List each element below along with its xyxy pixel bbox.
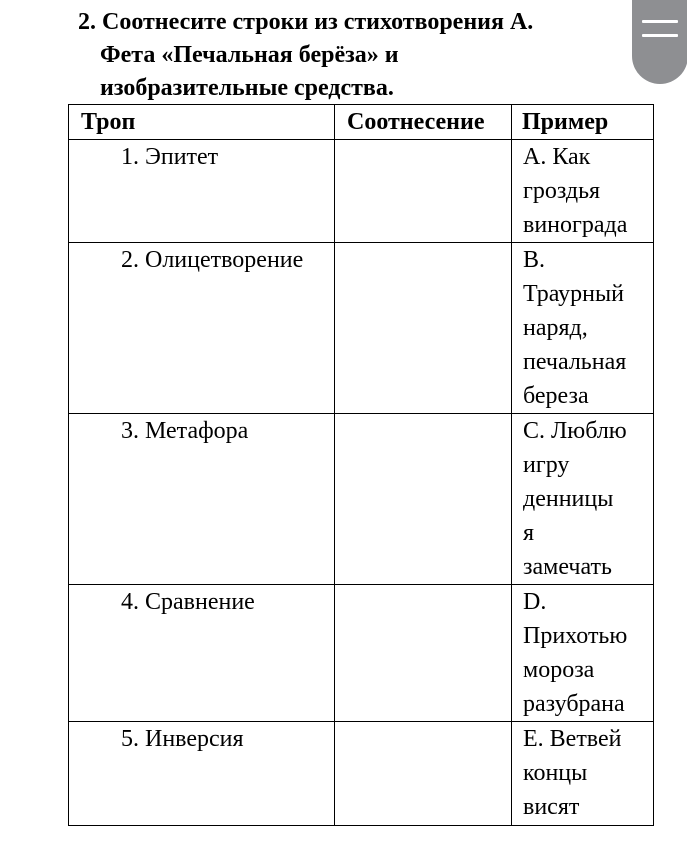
- example-cell: [512, 243, 654, 414]
- example-line: береза: [523, 383, 589, 409]
- hamburger-menu-icon: [642, 20, 678, 23]
- example-line: D.: [523, 589, 547, 615]
- table-header-row: [69, 105, 654, 140]
- task-heading-line: 2. Соотнесите строки из стихотворения А.: [78, 9, 534, 35]
- menu-button[interactable]: [632, 0, 687, 84]
- tropes-table: [68, 104, 654, 826]
- match-cell[interactable]: [335, 140, 512, 243]
- example-cell: [512, 722, 654, 826]
- example-line: В.: [523, 247, 546, 273]
- task-heading-line: изобразительные средства.: [100, 75, 394, 101]
- example-line: наряд,: [523, 315, 588, 341]
- example-line: гроздья: [523, 178, 601, 204]
- example-line: А. Как: [523, 144, 591, 170]
- example-cell: [512, 585, 654, 722]
- example-line: Е. Ветвей: [523, 726, 622, 752]
- example-line: мороза: [523, 657, 595, 683]
- match-cell[interactable]: [335, 414, 512, 585]
- task-heading-line: Фета «Печальная берёза» и: [100, 42, 399, 68]
- column-header-match: Соотнесение: [335, 105, 512, 140]
- column-header-trope: Троп: [69, 105, 335, 140]
- example-line: винограда: [523, 212, 628, 238]
- example-line: я: [523, 520, 535, 546]
- example-line: денницы: [523, 486, 614, 512]
- example-line: С. Люблю: [523, 418, 627, 444]
- trope-cell: 4. Сравнение: [69, 585, 335, 722]
- match-cell[interactable]: [335, 243, 512, 414]
- match-cell[interactable]: [335, 585, 512, 722]
- example-line: Прихотью: [523, 623, 628, 649]
- match-cell[interactable]: [335, 722, 512, 826]
- example-line: печальная: [523, 349, 627, 375]
- hamburger-menu-icon: [642, 34, 678, 37]
- table-row: [69, 585, 654, 722]
- table-row: [69, 722, 654, 826]
- example-line: концы: [523, 760, 588, 786]
- example-cell: [512, 140, 654, 243]
- trope-cell: 3. Метафора: [69, 414, 335, 585]
- trope-cell: 2. Олицетворение: [69, 243, 335, 414]
- example-line: замечать: [523, 554, 612, 580]
- column-header-example: Пример: [512, 105, 654, 140]
- table-row: [69, 140, 654, 243]
- table-row: [69, 243, 654, 414]
- trope-cell: 5. Инверсия: [69, 722, 335, 826]
- example-line: разубрана: [523, 691, 625, 717]
- task-heading: [78, 6, 618, 105]
- trope-cell: 1. Эпитет: [69, 140, 335, 243]
- example-cell: [512, 414, 654, 585]
- example-line: игру: [523, 452, 570, 478]
- example-line: Траурный: [523, 281, 624, 307]
- table-row: [69, 414, 654, 585]
- example-line: висят: [523, 794, 580, 820]
